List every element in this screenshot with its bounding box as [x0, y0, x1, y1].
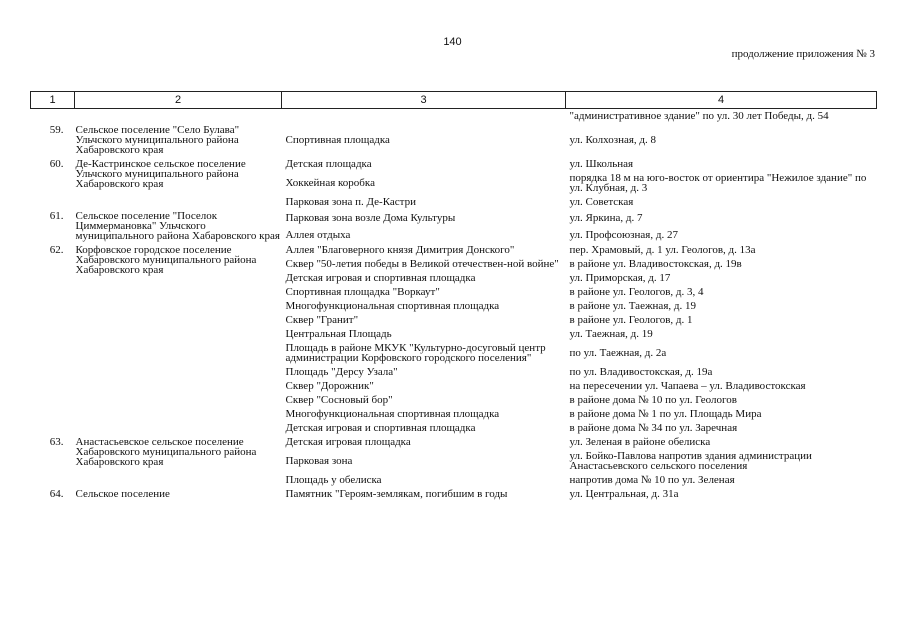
municipality-name: Сельское поселение	[75, 488, 170, 500]
address: на пересечении ул. Чапаева – ул. Владивостокская	[569, 380, 806, 392]
row-number: 59.	[49, 124, 64, 136]
table-row	[31, 435, 877, 449]
address: в районе дома № 1 по ул. Площадь Мира	[569, 408, 762, 420]
public-space-name: Хоккейная коробка	[285, 177, 375, 189]
public-space-name: Детская игровая и спортивная площадка	[285, 422, 476, 434]
address: ул. Бойко-Павлова напротив здания администрации Анастасьевского сельского поселения	[569, 450, 812, 472]
column-header: 2	[75, 92, 282, 109]
public-space-name: Многофункциональная спортивная площадка	[285, 408, 500, 420]
appendix-table	[30, 91, 877, 501]
table-row	[31, 243, 877, 257]
public-space-name: Детская площадка	[285, 158, 372, 170]
public-space-name: Аллея отдыха	[285, 228, 351, 241]
address: ул. Школьная	[569, 158, 634, 170]
address: в районе ул. Таежная, д. 19	[569, 300, 696, 312]
address: порядка 18 м на юго-восток от ориентира "Нежилое здание" по ул. Клубная, д. 3	[569, 172, 867, 194]
public-space-name: Памятник "Героям-землякам, погибшим в годы	[285, 488, 508, 500]
address: ул. Колхозная, д. 8	[569, 134, 656, 146]
public-space-name: Спортивная площадка	[285, 134, 390, 146]
column-header: 3	[282, 92, 566, 109]
address: пер. Храмовый, д. 1 ул. Геологов, д. 13а	[569, 244, 756, 256]
public-space-name: Сквер "50-летия победы в Великой отечествен-ной войне"	[285, 258, 559, 270]
column-number-row	[31, 92, 877, 109]
column-header: 1	[31, 92, 75, 109]
address: ул. Приморская, д. 17	[569, 272, 671, 284]
table-row	[31, 123, 877, 157]
page-number: 140	[443, 36, 462, 48]
address: ул. Центральная, д. 31а	[569, 488, 679, 500]
public-space-name: Сквер "Дорожник"	[285, 380, 374, 392]
address: ул. Таежная, д. 19	[569, 328, 653, 340]
row-number: 64.	[49, 488, 64, 500]
municipality-name: Анастасьевское сельское поселение Хабаровского муниципального района Хабаровского края	[75, 436, 257, 468]
address: напротив дома № 10 по ул. Зеленая	[569, 474, 735, 486]
public-space-name: Сквер "Гранит"	[285, 314, 359, 326]
table-row	[31, 157, 877, 171]
public-space-name: Спортивная площадка "Воркаут"	[285, 286, 440, 298]
address: ул. Зеленая в районе обелиска	[569, 436, 711, 448]
public-space-name: Площадь "Дерсу Узала"	[285, 366, 398, 378]
address: в районе дома № 10 по ул. Геологов	[569, 394, 737, 406]
public-space-name: Сквер "Сосновый бор"	[285, 394, 393, 406]
address: в районе ул. Геологов, д. 3, 4	[569, 286, 704, 298]
address: по ул. Таежная, д. 2а	[569, 347, 667, 359]
public-space-name: Аллея "Благоверного князя Димитрия Донского"	[285, 244, 515, 256]
public-space-name: Центральная Площадь	[285, 328, 392, 340]
row-number: 61.	[49, 210, 64, 222]
address: ул. Яркина, д. 7	[569, 211, 643, 224]
address: в районе ул. Владивостокская, д. 19в	[569, 258, 742, 270]
municipality-name: Сельское поселение "Поселок Циммермановка" Ульчского муниципального района Хабаровского края	[75, 210, 280, 242]
public-space-name: Детская игровая площадка	[285, 436, 411, 448]
public-space-name: Парковая зона п. Де-Кастри	[285, 196, 417, 208]
address: в районе дома № 34 по ул. Заречная	[569, 422, 738, 434]
public-space-name: Площадь у обелиска	[285, 474, 382, 486]
municipality-name: Сельское поселение "Село Булава" Ульчского муниципального района Хабаровского края	[75, 124, 240, 156]
row-number: 60.	[49, 158, 64, 170]
public-space-name: Детская игровая и спортивная площадка	[285, 272, 476, 284]
continuation-row	[31, 109, 877, 124]
address: ул. Профсоюзная, д. 27	[569, 228, 678, 241]
appendix-continuation-label: продолжение приложения № 3	[731, 48, 875, 60]
public-space-name: Площадь в районе МКУК "Культурно-досуговый центр администрации Корфовского городского поселения"	[285, 342, 546, 364]
column-header: 4	[566, 92, 877, 109]
address: ул. Советская	[569, 196, 634, 208]
row-number: 62.	[49, 244, 64, 256]
table-row	[31, 209, 877, 226]
address: в районе ул. Геологов, д. 1	[569, 314, 693, 326]
public-space-name: Парковая зона возле Дома Культуры	[285, 211, 456, 224]
municipality-name: Де-Кастринское сельское поселение Ульчского муниципального района Хабаровского края	[75, 158, 246, 190]
address: по ул. Владивостокская, д. 19а	[569, 366, 713, 378]
continuation-address: "административное здание" по ул. 30 лет Победы, д. 54	[569, 110, 829, 122]
public-space-name: Парковая зона	[285, 455, 353, 467]
table-row	[31, 487, 877, 501]
row-number: 63.	[49, 436, 64, 448]
municipality-name: Корфовское городское поселение Хабаровского муниципального района Хабаровского края	[75, 244, 257, 276]
public-space-name: Многофункциональная спортивная площадка	[285, 300, 500, 312]
